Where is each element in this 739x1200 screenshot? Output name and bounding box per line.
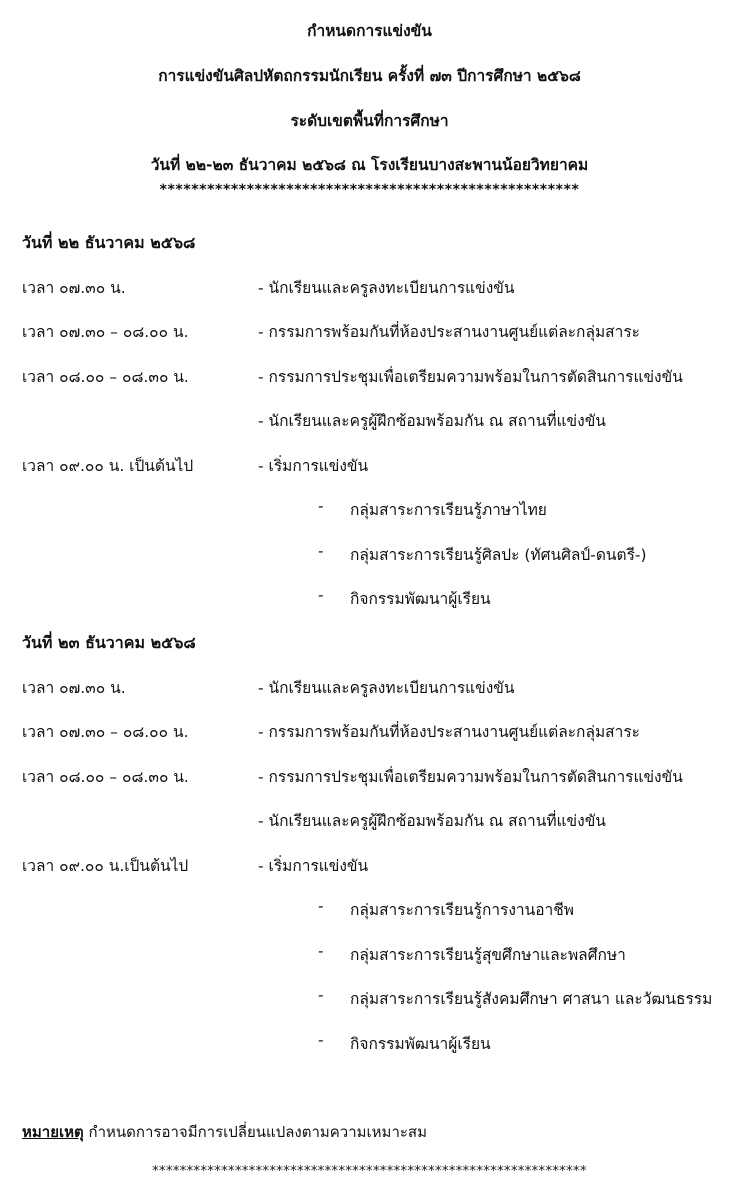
schedule-row <box>0 719 739 743</box>
schedule-time: เวลา ๐๗.๓๐ – ๐๘.๐๐ น. <box>22 723 189 741</box>
subject-label: กิจกรรมพัฒนาผู้เรียน <box>350 590 491 608</box>
subject-label: กิจกรรมพัฒนาผู้เรียน <box>350 1035 491 1053</box>
schedule-activity: - นักเรียนและครูผู้ฝึกซ้อมพร้อมกัน ณ สถานที่แข่งขัน <box>258 412 606 430</box>
subject-bullet: - <box>318 497 324 515</box>
header-divider: ***************************************************** <box>159 182 580 198</box>
subject-label: กลุ่มสาระการเรียนรู้สังคมศึกษา ศาสนา และวัฒนธรรม <box>350 990 713 1008</box>
schedule-row <box>0 675 739 699</box>
schedule-row <box>0 453 739 477</box>
remark-text: กำหนดการอาจมีการเปลี่ยนแปลงตามความเหมาะสม <box>83 1123 427 1141</box>
schedule-row <box>0 853 739 877</box>
schedule-activity: - กรรมการพร้อมกันที่ห้องประสานงานศูนย์แต่ละกลุ่มสาระ <box>258 323 640 341</box>
schedule-row <box>0 319 739 343</box>
subject-item <box>0 986 739 1010</box>
subject-item <box>0 586 739 610</box>
schedule-activity: - นักเรียนและครูลงทะเบียนการแข่งขัน <box>258 679 515 697</box>
document-title: กำหนดการแข่งขัน <box>307 22 432 40</box>
competition-date-venue: วันที่ ๒๒-๒๓ ธันวาคม ๒๕๖๘ ณ โรงเรียนบางสะพานน้อยวิทยาคม <box>150 156 589 174</box>
subject-item <box>0 542 739 566</box>
subject-item <box>0 1031 739 1055</box>
subject-bullet: - <box>318 897 324 915</box>
schedule-activity: - กรรมการพร้อมกันที่ห้องประสานงานศูนย์แต่ละกลุ่มสาระ <box>258 723 640 741</box>
subject-item <box>0 497 739 521</box>
schedule-activity: - เริ่มการแข่งขัน <box>258 457 369 475</box>
schedule-time: เวลา ๐๗.๓๐ น. <box>22 679 126 697</box>
subject-bullet: - <box>318 942 324 960</box>
schedule-row <box>0 364 739 388</box>
schedule-time: เวลา ๐๘.๐๐ – ๐๘.๓๐ น. <box>22 768 189 786</box>
schedule-activity: - เริ่มการแข่งขัน <box>258 857 369 875</box>
subject-label: กลุ่มสาระการเรียนรู้ศิลปะ (ทัศนศิลป์-ดนตรี-) <box>350 546 647 564</box>
remark-label: หมายเหตุ <box>22 1123 84 1141</box>
remark <box>22 1120 427 1144</box>
day2-title: วันที่ ๒๓ ธันวาคม ๒๕๖๘ <box>22 633 196 652</box>
competition-level: ระดับเขตพื้นที่การศึกษา <box>290 112 449 130</box>
schedule-row <box>0 408 739 432</box>
schedule-row <box>0 808 739 832</box>
schedule-row <box>0 275 739 299</box>
competition-name: การแข่งขันศิลปหัตถกรรมนักเรียน ครั้งที่ ๗๓ ปีการศึกษา ๒๕๖๘ <box>158 67 581 85</box>
schedule-time: เวลา ๐๗.๓๐ น. <box>22 279 126 297</box>
subject-label: กลุ่มสาระการเรียนรู้ภาษาไทย <box>350 501 547 519</box>
schedule-time: เวลา ๐๘.๐๐ – ๐๘.๓๐ น. <box>22 368 189 386</box>
subject-bullet: - <box>318 586 324 604</box>
schedule-activity: - นักเรียนและครูลงทะเบียนการแข่งขัน <box>258 279 515 297</box>
subject-label: กลุ่มสาระการเรียนรู้สุขศึกษาและพลศึกษา <box>350 946 626 964</box>
subject-bullet: - <box>318 986 324 1004</box>
schedule-activity: - กรรมการประชุมเพื่อเตรียมความพร้อมในการตัดสินการแข่งขัน <box>258 368 683 386</box>
subject-label: กลุ่มสาระการเรียนรู้การงานอาชีพ <box>350 901 574 919</box>
subject-item <box>0 897 739 921</box>
subject-bullet: - <box>318 1031 324 1049</box>
schedule-time: เวลา ๐๙.๐๐ น.เป็นต้นไป <box>22 857 189 875</box>
schedule-time: เวลา ๐๙.๐๐ น. เป็นต้นไป <box>22 457 194 475</box>
schedule-activity: - กรรมการประชุมเพื่อเตรียมความพร้อมในการตัดสินการแข่งขัน <box>258 768 683 786</box>
day1-title: วันที่ ๒๒ ธันวาคม ๒๕๖๘ <box>22 233 196 252</box>
schedule-time: เวลา ๐๗.๓๐ – ๐๘.๐๐ น. <box>22 323 189 341</box>
schedule-row <box>0 764 739 788</box>
footer-divider: *************************************************************** <box>152 1164 587 1179</box>
schedule-activity: - นักเรียนและครูผู้ฝึกซ้อมพร้อมกัน ณ สถานที่แข่งขัน <box>258 812 606 830</box>
subject-bullet: - <box>318 542 324 560</box>
subject-item <box>0 942 739 966</box>
